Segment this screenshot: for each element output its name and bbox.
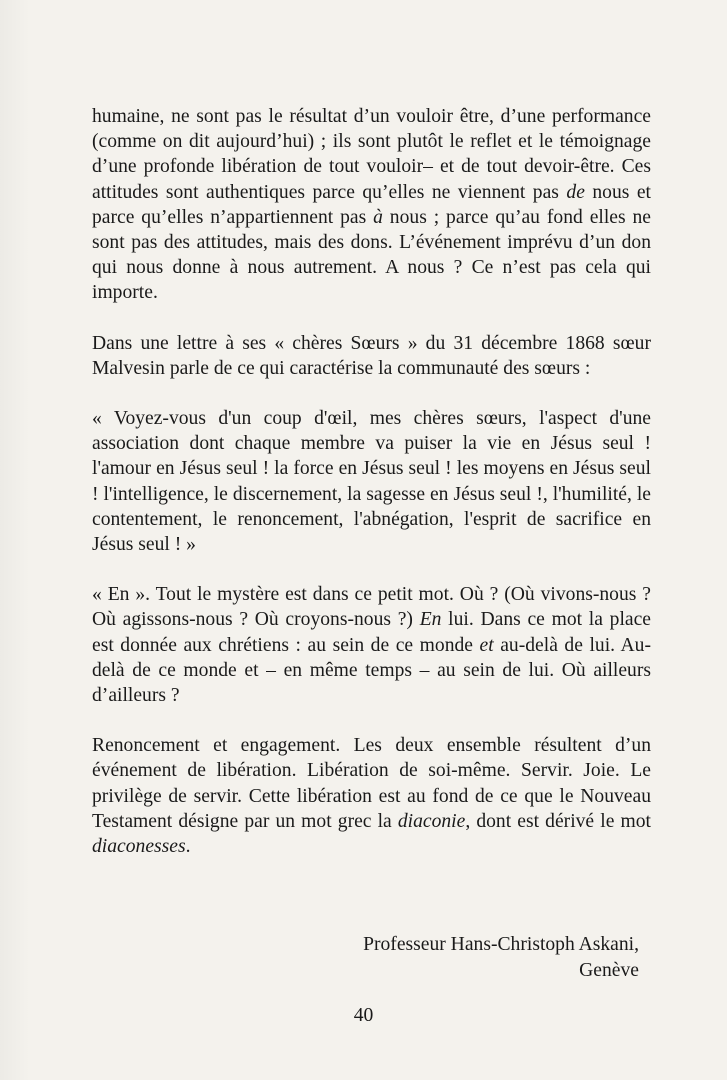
text-run: nous et parce qu’elles n’appartiennent pas (92, 181, 651, 228)
text-run: Dans une lettre à ses « chères Sœurs » du 31 décembre 1868 sœur Malvesin parle de ce qui caractérise la communauté des sœurs : (92, 332, 651, 379)
page-number: 40 (353, 1005, 374, 1026)
paragraph (92, 104, 651, 306)
signature-name: Professeur Hans-Christoph Askani, (363, 934, 639, 955)
body-text (92, 104, 651, 859)
text-run: lui. Dans ce mot la place est donnée aux chrétiens : au sein de ce monde (92, 609, 651, 656)
text-run: nous ; parce qu’au fond elles ne sont pas des attitudes, mais des dons. L’événement imprévu d’un don qui nous donne à nous autrement. A nous ? Ce n’est pas cela qui importe. (92, 206, 651, 304)
text-run: « Voyez-vous d'un coup d'œil, mes chères sœurs, l'aspect d'une association dont chaque membre va puiser la vie en Jésus seul ! l'amour en Jésus seul ! la force en Jésus seul ! les moyens en Jésus seul ! l'intelligence, le discernement, la sagesse en Jésus seul !, l'humilité, le contentement, le renoncement, l'abnégation, l'esprit de sacrifice en Jésus seul ! » (92, 408, 651, 556)
italic-text: diaconesses (92, 836, 186, 858)
signature-place: Genève (579, 960, 639, 981)
text-run: humaine, ne sont pas le résultat d’un vouloir être, d’une performance (comme on dit aujourd’hui) ; ils sont plutôt le reflet et le témoignage d’une profonde libération de tout vouloir– et de tout devoir-être. Ces attitudes sont authentiques parce qu’elles ne viennent pas (92, 106, 651, 203)
italic-text: En (419, 609, 442, 631)
paragraph (92, 406, 651, 557)
paragraph (92, 582, 651, 708)
paragraph (92, 733, 651, 859)
paragraph (92, 331, 651, 381)
text-run: , dont est dérivé le mot (465, 810, 651, 832)
italic-text: diaconie (397, 810, 466, 832)
italic-text: à (373, 206, 383, 228)
text-run: Renoncement et engagement. Les deux ensemble résultent d’un événement de libération. Libération de soi-même. Servir. Joie. Le privilège de servir. Cette libération est au fond de ce que le Nouveau Testament désigne par un mot grec la (92, 735, 651, 832)
text-run: au-delà de lui. Au-delà de ce monde et – en même temps – au sein de lui. Où ailleurs d’ailleurs ? (92, 634, 651, 707)
signature (363, 932, 639, 984)
italic-text: et (479, 634, 494, 656)
text-run: « En ». Tout le mystère est dans ce petit mot. Où ? (Où vivons-nous ? Où agissons-nous ? Où croyons-nous ?) (92, 584, 651, 631)
text-run: . (185, 836, 191, 858)
italic-text: de (566, 181, 585, 203)
